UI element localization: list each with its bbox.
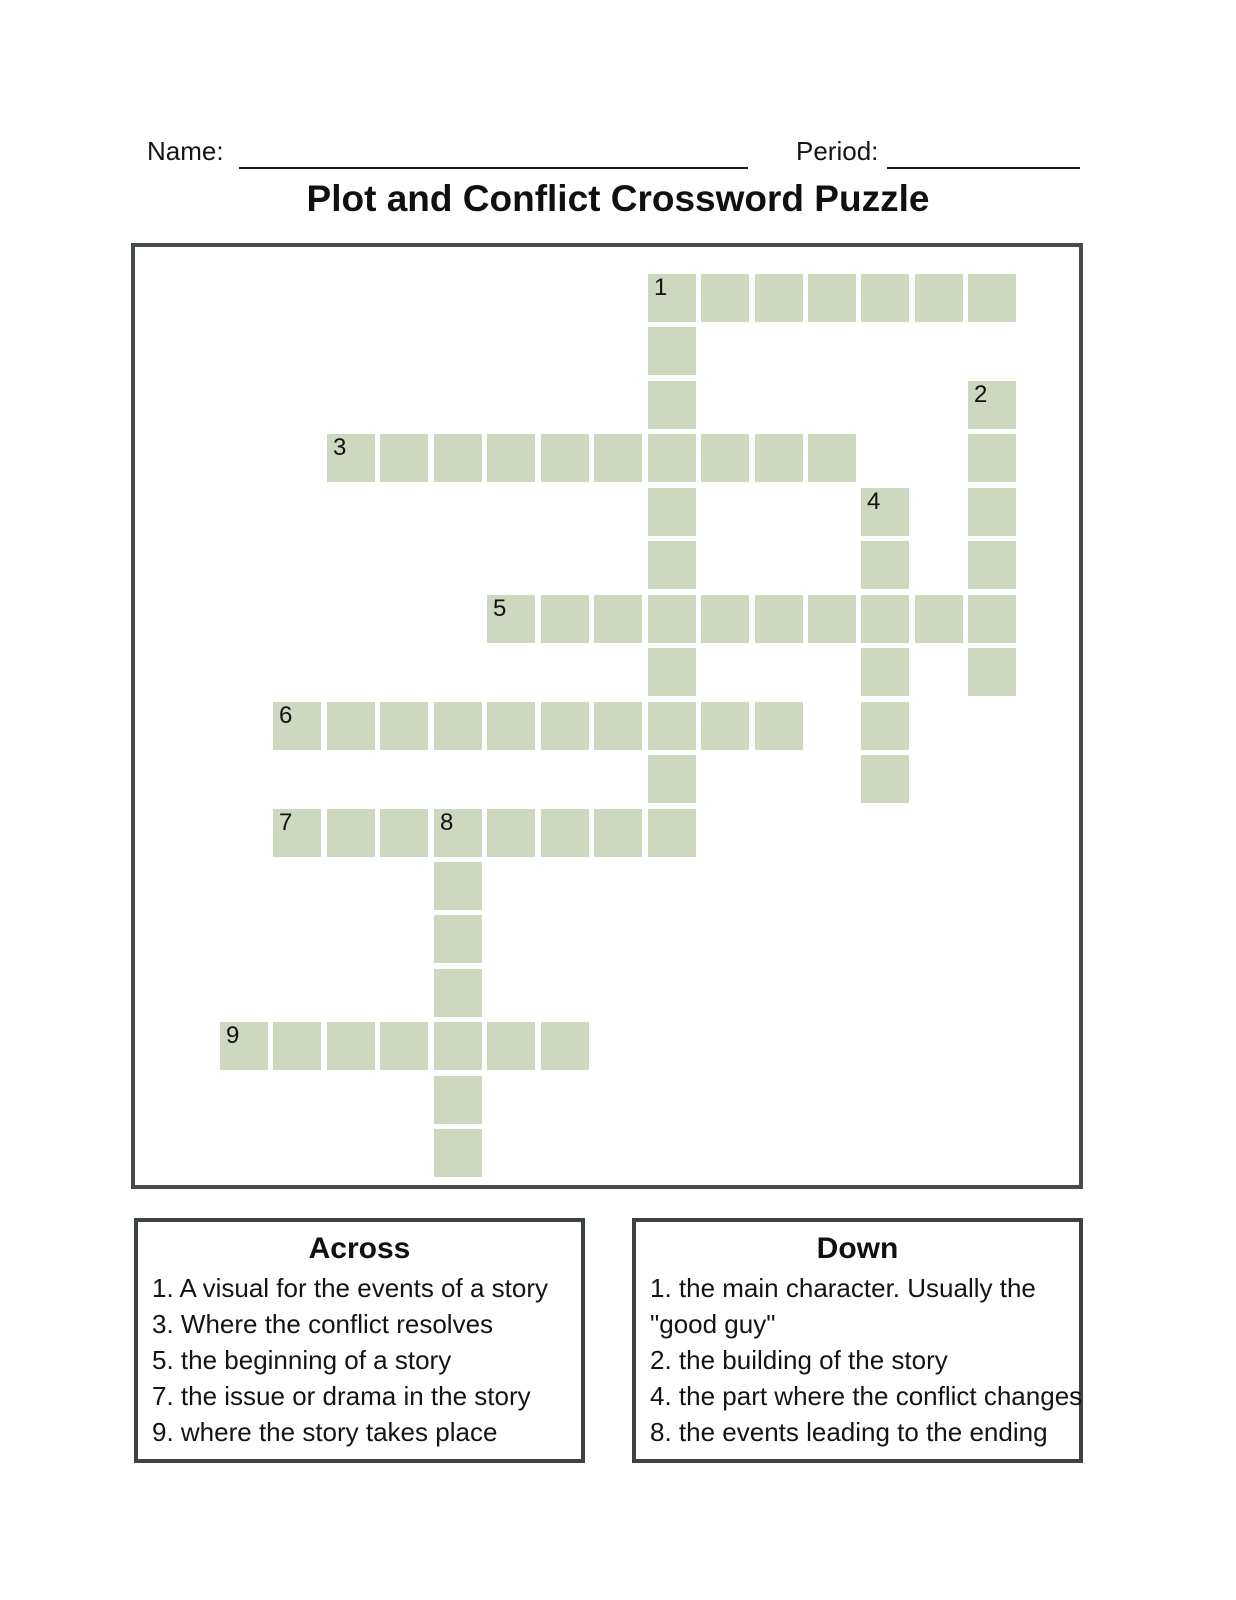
crossword-cell[interactable]: [327, 1022, 375, 1070]
crossword-cell[interactable]: [380, 809, 428, 857]
crossword-cell[interactable]: [968, 595, 1016, 643]
name-input-line[interactable]: [239, 167, 748, 169]
cell-number: 5: [493, 595, 507, 622]
crossword-cell[interactable]: [861, 702, 909, 750]
crossword-cell[interactable]: [541, 1022, 589, 1070]
crossword-cell[interactable]: [434, 915, 482, 963]
across-clue-9: 9. where the story takes place: [152, 1417, 498, 1447]
cell-number: 2: [974, 381, 988, 408]
crossword-cell[interactable]: [968, 648, 1016, 696]
crossword-cell[interactable]: [968, 434, 1016, 482]
crossword-cell[interactable]: [487, 434, 535, 482]
crossword-cell[interactable]: [755, 595, 803, 643]
crossword-cell[interactable]: [380, 434, 428, 482]
down-clues-box: [632, 1218, 1083, 1463]
across-clue-5: 5. the beginning of a story: [152, 1345, 452, 1375]
crossword-cell[interactable]: [755, 434, 803, 482]
crossword-cell[interactable]: [701, 274, 749, 322]
crossword-cell[interactable]: [594, 595, 642, 643]
crossword-cell[interactable]: [434, 1129, 482, 1177]
crossword-cell[interactable]: [755, 274, 803, 322]
crossword-cell[interactable]: [487, 595, 535, 643]
across-clues-box: [134, 1218, 585, 1463]
crossword-cell[interactable]: [648, 755, 696, 803]
crossword-cell[interactable]: [327, 809, 375, 857]
crossword-cell[interactable]: [541, 702, 589, 750]
crossword-cell[interactable]: [434, 862, 482, 910]
down-title: Down: [816, 1232, 899, 1265]
crossword-cell[interactable]: [968, 488, 1016, 536]
crossword-cell[interactable]: [434, 969, 482, 1017]
across-title: Across: [308, 1232, 411, 1265]
crossword-cell[interactable]: [648, 274, 696, 322]
crossword-cell[interactable]: [273, 809, 321, 857]
crossword-cell[interactable]: [808, 434, 856, 482]
crossword-cell[interactable]: [648, 327, 696, 375]
crossword-cell[interactable]: [861, 648, 909, 696]
crossword-cell[interactable]: [220, 1022, 268, 1070]
crossword-cell[interactable]: [701, 595, 749, 643]
page-title: Plot and Conflict Crossword Puzzle: [306, 178, 930, 219]
crossword-cell[interactable]: [434, 434, 482, 482]
crossword-cell[interactable]: [915, 274, 963, 322]
down-clue-1: 1. the main character. Usually the "good guy": [650, 1273, 1036, 1339]
crossword-cell[interactable]: [273, 702, 321, 750]
crossword-cell[interactable]: [701, 434, 749, 482]
crossword-cell[interactable]: [594, 809, 642, 857]
crossword-cell[interactable]: [968, 381, 1016, 429]
crossword-cell[interactable]: [861, 755, 909, 803]
crossword-cell[interactable]: [487, 809, 535, 857]
across-clue-3: 3. Where the conflict resolves: [152, 1309, 494, 1339]
crossword-cell[interactable]: [434, 702, 482, 750]
cell-number: 4: [867, 488, 881, 515]
crossword-cell[interactable]: [861, 595, 909, 643]
crossword-cell[interactable]: [648, 488, 696, 536]
cell-number: 3: [333, 434, 347, 461]
crossword-cell[interactable]: [808, 274, 856, 322]
down-clue-8: 8. the events leading to the ending: [650, 1417, 1048, 1447]
cell-number: 1: [654, 274, 668, 301]
crossword-cell[interactable]: [701, 702, 749, 750]
down-clue-list: [650, 1270, 1083, 1450]
crossword-cell[interactable]: [808, 595, 856, 643]
crossword-cell[interactable]: [648, 541, 696, 589]
crossword-cell[interactable]: [648, 381, 696, 429]
cell-number: 6: [279, 702, 293, 729]
crossword-cell[interactable]: [594, 434, 642, 482]
down-clue-4: 4. the part where the conflict changes: [650, 1381, 1083, 1411]
crossword-cell[interactable]: [434, 1076, 482, 1124]
crossword-cell[interactable]: [648, 702, 696, 750]
crossword-cell[interactable]: [327, 434, 375, 482]
cell-number: 8: [440, 809, 454, 836]
cell-number: 7: [279, 809, 293, 836]
crossword-cell[interactable]: [915, 595, 963, 643]
crossword-cell[interactable]: [861, 488, 909, 536]
crossword-cell[interactable]: [968, 274, 1016, 322]
crossword-cell[interactable]: [755, 702, 803, 750]
crossword-cell[interactable]: [434, 809, 482, 857]
crossword-cell[interactable]: [327, 702, 375, 750]
cell-number: 9: [226, 1022, 240, 1049]
across-clue-7: 7. the issue or drama in the story: [152, 1381, 531, 1411]
crossword-cell[interactable]: [541, 595, 589, 643]
period-input-line[interactable]: [887, 167, 1080, 169]
period-label: Period:: [796, 136, 879, 166]
crossword-cell[interactable]: [380, 702, 428, 750]
crossword-cell[interactable]: [648, 434, 696, 482]
name-label: Name:: [147, 136, 224, 166]
crossword-cell[interactable]: [380, 1022, 428, 1070]
across-clue-1: 1. A visual for the events of a story: [152, 1273, 548, 1303]
crossword-cell[interactable]: [861, 541, 909, 589]
crossword-cell[interactable]: [487, 1022, 535, 1070]
crossword-cell[interactable]: [487, 702, 535, 750]
crossword-cell[interactable]: [968, 541, 1016, 589]
down-clue-2: 2. the building of the story: [650, 1345, 948, 1375]
crossword-cell[interactable]: [434, 1022, 482, 1070]
crossword-cell[interactable]: [648, 648, 696, 696]
crossword-cell[interactable]: [594, 702, 642, 750]
crossword-cell[interactable]: [861, 274, 909, 322]
crossword-cell[interactable]: [541, 434, 589, 482]
crossword-grid: [131, 243, 1083, 1189]
crossword-cell[interactable]: [273, 1022, 321, 1070]
crossword-cell[interactable]: [541, 809, 589, 857]
across-clue-list: [152, 1270, 581, 1450]
crossword-cell[interactable]: [648, 809, 696, 857]
crossword-cell[interactable]: [648, 595, 696, 643]
